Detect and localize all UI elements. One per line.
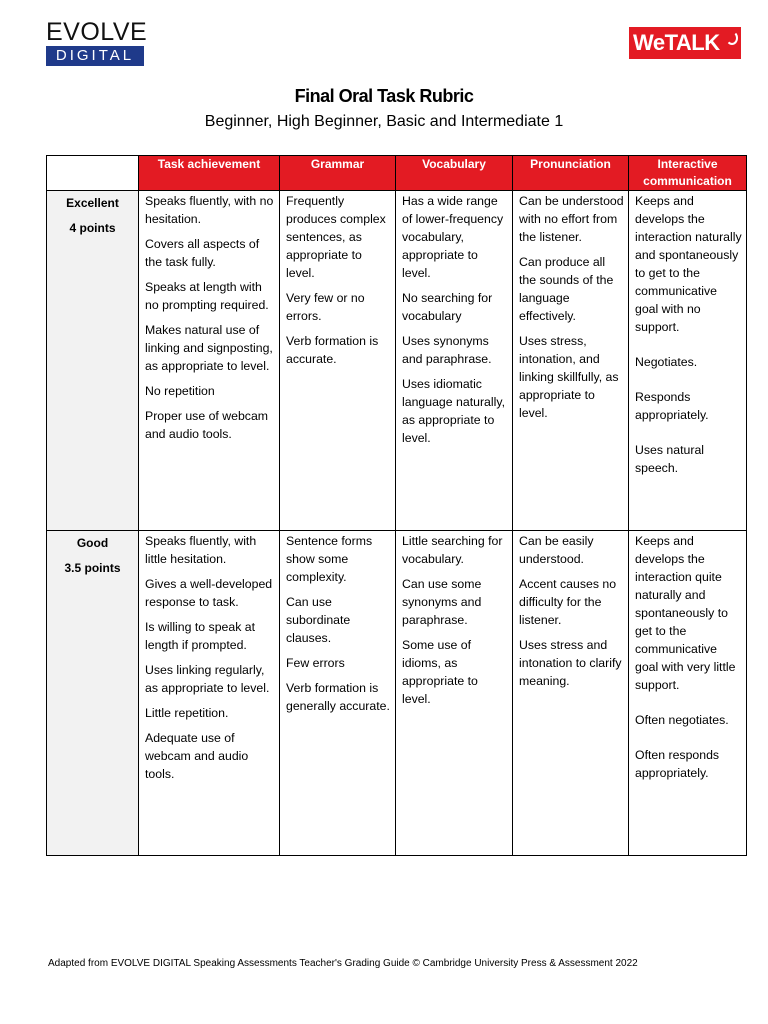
cell-excellent-vocabulary [396,191,513,531]
criterion-text: Accent causes no difficulty for the listener. [519,577,617,627]
evolve-digital-logo [46,20,146,66]
criterion-text: Often negotiates. [635,713,729,727]
wetalk-logo-text: WeTALK [633,30,720,55]
criterion-text: Little repetition. [145,706,229,720]
cell-excellent-interactive-communication [629,191,747,531]
criterion-text: Can be understood with no effort from the listener. [519,194,624,244]
rubric-table [46,155,747,856]
level-name: Excellent [66,196,119,210]
header-interactive-communication: Interactive communication [629,156,747,191]
criterion-text: Gives a well-developed response to task. [145,577,273,609]
criterion-text: Uses stress, intonation, and linking skillfully, as appropriate to level. [519,334,619,420]
cell-good-interactive-communication [629,531,747,856]
criterion-text: No repetition [145,384,215,398]
criterion-text: Makes natural use of linking and signposting, as appropriate to level. [145,323,273,373]
criterion-text: Uses idiomatic language naturally, as appropriate to level. [402,377,506,445]
level-points: 3.5 points [64,561,121,575]
header-grammar: Grammar [280,156,396,191]
cell-excellent-grammar [280,191,396,531]
digital-logo-text: DIGITAL [46,46,144,66]
criterion-text: Frequently produces complex sentences, as appropriate to level. [286,194,386,280]
criterion-text: Verb formation is accurate. [286,334,379,366]
header-vocabulary: Vocabulary [396,156,513,191]
criterion-text: Has a wide range of lower-frequency vocabulary, appropriate to level. [402,194,504,280]
header-task-achievement: Task achievement [139,156,280,191]
cell-excellent-task-achievement [139,191,280,531]
level-points: 4 points [69,221,116,235]
header-pronunciation: Pronunciation [513,156,629,191]
criterion-text: Uses synonyms and paraphrase. [402,334,492,366]
criterion-text: Can use subordinate clauses. [286,595,351,645]
criterion-text: Uses linking regularly, as appropriate to level. [145,663,270,695]
table-row-excellent [47,191,747,531]
level-name: Good [76,536,109,550]
evolve-logo-text: EVOLVE [46,18,148,46]
criterion-text: Few errors [286,656,345,670]
criterion-text: Is willing to speak at length if prompted. [145,620,256,652]
criterion-text: Verb formation is generally accurate. [286,681,390,713]
criterion-text: Negotiates. [635,355,698,369]
criterion-text: Can use some synonyms and paraphrase. [402,577,482,627]
cell-excellent-pronunciation [513,191,629,531]
criterion-text: Often responds appropriately. [635,748,720,780]
criterion-text: Covers all aspects of the task fully. [145,237,260,269]
wetalk-swirl-icon [726,31,738,45]
criterion-text: Speaks fluently, with no hesitation. [145,194,274,226]
criterion-text: Speaks at length with no prompting required. [145,280,269,312]
page-subtitle: Beginner, High Beginner, Basic and Intermediate 1 [204,113,564,130]
criterion-text: Proper use of webcam and audio tools. [145,409,269,441]
cell-good-vocabulary [396,531,513,856]
cell-good-grammar [280,531,396,856]
criterion-text: Adequate use of webcam and audio tools. [145,731,249,781]
footer-attribution: Adapted from EVOLVE DIGITAL Speaking Assessments Teacher's Grading Guide © Cambridge University Press & Assessment 2022 [48,958,638,969]
criterion-text: Keeps and develops the interaction naturally and spontaneously to get to the communicative goal with no support. [635,194,742,334]
level-cell-excellent [47,191,139,531]
header-corner-cell [47,156,139,191]
wetalk-logo [629,27,741,59]
criterion-text: Very few or no errors. [286,291,365,323]
header-row [47,156,747,191]
criterion-text: Can produce all the sounds of the language effectively. [519,255,614,323]
level-cell-good [47,531,139,856]
table-row-good [47,531,747,856]
criterion-text: Little searching for vocabulary. [402,534,503,566]
criterion-text: Sentence forms show some complexity. [286,534,373,584]
criterion-text: Can be easily understood. [519,534,594,566]
page-title: Final Oral Task Rubric [294,86,474,106]
cell-good-task-achievement [139,531,280,856]
criterion-text: No searching for vocabulary [402,291,493,323]
criterion-text: Some use of idioms, as appropriate to level. [402,638,478,706]
criterion-text: Speaks fluently, with little hesitation. [145,534,257,566]
criterion-text: Responds appropriately. [635,390,709,422]
criterion-text: Keeps and develops the interaction quite naturally and spontaneously to get to the communicative goal with very little support. [635,534,736,692]
criterion-text: Uses stress and intonation to clarify meaning. [519,638,622,688]
cell-good-pronunciation [513,531,629,856]
criterion-text: Uses natural speech. [635,443,705,475]
